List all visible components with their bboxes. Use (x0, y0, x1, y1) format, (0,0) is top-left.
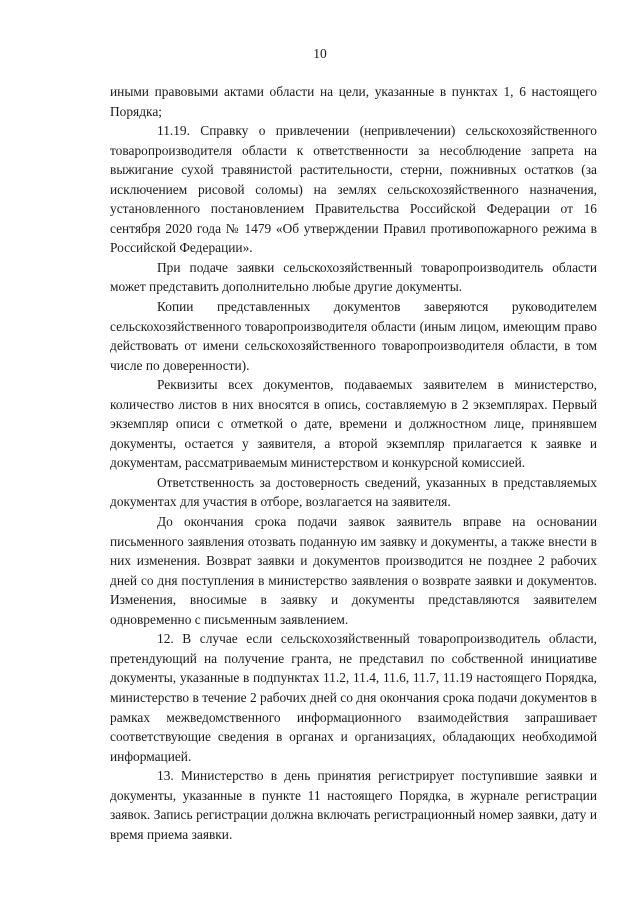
paragraph-inventory: Реквизиты всех документов, подаваемых заявителем в министерство, количество листов в них вносятся в опись, составляемую в 2 экземплярах. Первый экземпляр описи с отметкой о дате, времени и должностном лице, принявшем документы, остается у заявителя, а второй экземпляр прилагается к заявке и документам, рассматриваемым министерством и конкурсной комиссией. (110, 377, 597, 471)
paragraph-11-19: 11.19. Справку о привлечении (непривлечении) сельскохозяйственного товаропроизводителя области к ответственности за несоблюдение запрета на выжигание сухой травянистой растительности, стерни, пожнивных остатков (за исключением рисовой соломы) на землях сельскохозяйственного назначения, установленного постановлением Правительства Российской Федерации от 16 сентября 2020 года № 1479 «Об утверждении Правил противопожарного режима в Российской Федерации». (110, 123, 597, 256)
document-body (110, 82, 597, 844)
paragraph-withdrawal: До окончания срока подачи заявок заявитель вправе на основании письменного заявления отозвать поданную им заявку и документы, а также внести в них изменения. Возврат заявки и документов производится не позднее 2 рабочих дней со дня поступления в министерство заявления о возврате заявки и документов. Изменения, вносимые в заявку и документы представляются заявителем одновременно с письменным заявлением. (110, 514, 597, 627)
paragraph-responsibility: Ответственность за достоверность сведений, указанных в представляемых документах для участия в отборе, возлагается на заявителя. (110, 474, 597, 510)
paragraph-13: 13. Министерство в день принятия регистрирует поступившие заявки и документы, указанные в пункте 11 настоящего Порядка, в журнале регистрации заявок. Запись регистрации должна включать регистрационный номер заявки, дату и время приема заявки. (110, 768, 597, 842)
page-number: 10 (313, 46, 327, 61)
paragraph-additional-documents: При подаче заявки сельскохозяйственный товаропроизводитель области может представить дополнительно любые другие документы. (110, 259, 597, 295)
paragraph-continuation: иными правовыми актами области на цели, указанные в пунктах 1, 6 настоящего Порядка; (110, 84, 597, 119)
paragraph-copies-certification: Копии представленных документов заверяются руководителем сельскохозяйственного товаропроизводителя области (иным лицом, имеющим право действовать от имени сельскохозяйственного товаропроизводителя области, в том числе по доверенности). (110, 299, 597, 373)
paragraph-12: 12. В случае если сельскохозяйственный товаропроизводитель области, претендующий на получение гранта, не представил по собственной инициативе документы, указанные в подпунктах 11.2, 11.4, 11.6, 11.7, 11.19 настоящего Порядка, министерство в течение 2 рабочих дней со дня окончания срока подачи документов в рамках межведомственного информационного взаимодействия запрашивает соответствующие сведения в органах и организациях, обладающих необходимой информацией. (110, 631, 597, 764)
